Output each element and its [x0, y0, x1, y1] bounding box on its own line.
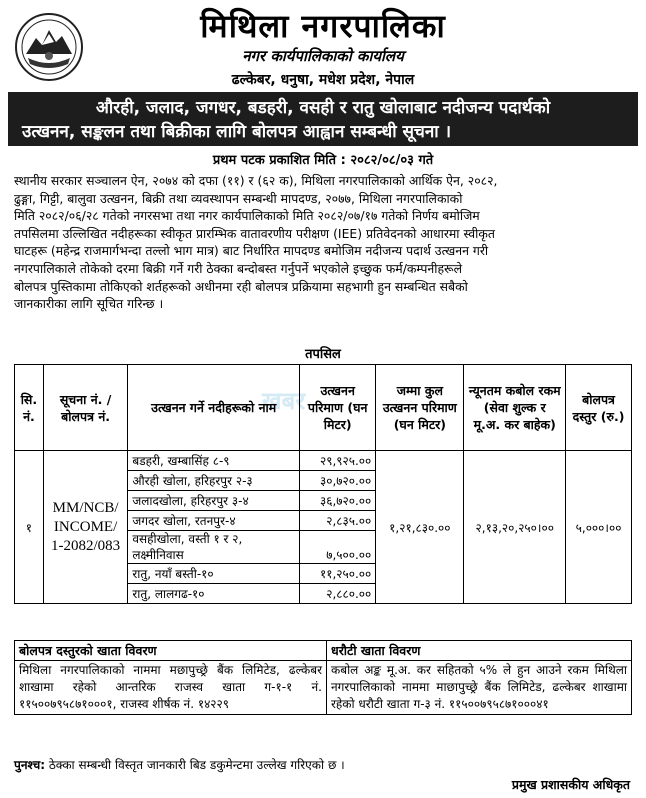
body-line: घाटहरू (महेन्द्र राजमार्गभन्दा तल्लो भाग मात्र) बाट निर्धारित मापदण्ड बमोजिम नदीजन्य पदार्थ उत्खनन गरी [14, 243, 489, 259]
header-river-names: उत्खनन गर्ने नदीहरूको नाम [128, 365, 300, 451]
cell-quantity: ११,२५०.०० [300, 564, 376, 584]
cell-river: जलादखोला, हरिहरपुर ३-४ [128, 491, 300, 511]
body-line: मिति २०८२/०६/२८ गतेको नगरसभा तथा नगर कार्यपालिकाको मिति २०८२/०७/१७ गतेको निर्णय बमोजिम [14, 208, 480, 224]
cell-river: रातु, लालगढ-१० [128, 584, 300, 604]
cell-min-bid: २,१३,२०,२५०।०० [464, 451, 566, 604]
cell-total-quantity: १,२१,८३०.०० [376, 451, 464, 604]
watermark-logo: खबर [262, 387, 306, 415]
body-line: जानकारीका लागि सूचित गरिन्छ । [14, 296, 164, 312]
cell-river: बडहरी, खम्बासिंह ८-९ [128, 451, 300, 471]
footnote-label: पुनश्च: [14, 758, 45, 772]
cell-sn: १ [15, 451, 44, 604]
cell-quantity: ३०,७२०.०० [300, 471, 376, 491]
cell-river: जगदर खोला, रतनपुर-४ [128, 511, 300, 531]
notice-banner [8, 92, 638, 146]
bid-table [14, 364, 632, 604]
cell-quantity: ३६,७२०.०० [300, 491, 376, 511]
cell-notice-no: MM/NCB/ INCOME/ 1-2082/083 [43, 451, 128, 604]
table-row [15, 451, 632, 471]
banner-line-1: औरही, जलाद, जगधर, बडहरी, वसही र रातु खोलाबाट नदीजन्य पदार्थको [95, 98, 551, 118]
cell-quantity: २,८८०.०० [300, 584, 376, 604]
header-min-bid: न्यूनतम कबोल रकम (सेवा शुल्क र मू.अ. कर बाहेक) [464, 365, 566, 451]
body-line: ढुङ्गा, गिट्टी, बालुवा उत्खनन, बिक्री तथा व्यवस्थापन सम्बन्धी मापदण्ड, २०७७, मिथिला नगरपालिकाको [14, 190, 463, 206]
published-date: प्रथम पटक प्रकाशित मिति : २०८२/०८/०३ गते [212, 153, 434, 168]
header-quantity: उत्खनन परिमाण (घन मिटर) [300, 365, 376, 451]
cell-quantity: २,८३५.०० [300, 511, 376, 531]
header-notice-no: सूचना नं. / बोलपत्र नं. [43, 365, 128, 451]
municipality-title: मिथिला नगरपालिका [200, 7, 446, 45]
footnote-text: ठेक्का सम्बन्धी विस्तृत जानकारी बिड डकुमेन्टमा उल्लेख गरिएको छ । [45, 758, 345, 772]
header-sn: सि. नं. [15, 365, 44, 451]
deposit-account-heading: धरौटी खाता विवरण [327, 641, 632, 661]
cell-quantity: २९,९२५.०० [300, 451, 376, 471]
office-address: ढल्केबर, धनुषा, मधेश प्रदेश, नेपाल [231, 72, 415, 88]
notice-body [14, 172, 632, 313]
footnote [14, 756, 345, 773]
body-line: बोलपत्र पुस्तिकामा तोकिएको शर्तहरूको अधीनमा रही बोलपत्र प्रक्रियामा सहभागी हुन सम्बन्धित सबैको [14, 278, 468, 294]
header-fee: बोलपत्र दस्तुर (रु.) [566, 365, 632, 451]
cell-river: औरही खोला, हरिहरपुर २-३ [128, 471, 300, 491]
account-details [14, 640, 632, 715]
header [0, 0, 646, 92]
fee-account-text: मिथिला नगरपालिकाको नाममा मछापुच्छ्रे बैंक लिमिटेड, ढल्केबर शाखामा रहेको आन्तरिक राजस्व खाता ग-१-१ नं. ११५००७९५८७१०००१, राजस्व शीर्षक नं. १४२२९ [15, 661, 327, 715]
fee-account-heading: बोलपत्र दस्तुरको खाता विवरण [15, 641, 327, 661]
schedule-label: तपसिल [305, 347, 341, 362]
cell-fee: ५,०००।०० [566, 451, 632, 604]
body-line: नगरपालिकाले तोकेको दरमा बिक्री गर्ने गरी ठेक्का बन्दोबस्त गर्नुपर्ने भएकोले इच्छुक फर्म/कम्पनीहरूले [14, 260, 463, 276]
cell-quantity: ७,५००.०० [300, 531, 376, 564]
header-total-quantity: जम्मा कुल उत्खनन परिमाण (घन मिटर) [376, 365, 464, 451]
body-line: स्थानीय सरकार सञ्चालन ऐन, २०७४ को दफा (११) र (६२ क), मिथिला नगरपालिकाको आर्थिक ऐन, २०८२, [14, 173, 498, 188]
cell-river: वसहीखोला, वस्ती १ र २, लक्ष्मीनिवास [128, 531, 300, 564]
cell-river: रातु, नयाँ बस्ती-१० [128, 564, 300, 584]
banner-line-2: उत्खनन, सङ्कलन तथा बिक्रीका लागि बोलपत्र आह्वान सम्बन्धी सूचना । [22, 122, 452, 142]
signatory: प्रमुख प्रशासकीय अधिकृत [511, 777, 630, 792]
body-line: तपसिलमा उल्लिखित नदीहरूका स्वीकृत प्रारम्भिक वातावरणीय परीक्षण (IEE) प्रतिवेदनको आधारमा स्वीकृत [14, 225, 495, 241]
office-name: नगर कार्यपालिकाको कार्यालय [242, 47, 404, 65]
deposit-account-text: कबोल अङ्क मू.अ. कर सहितको ५% ले हुन आउने रकम मिथिला नगरपालिकाको नाममा माछापुच्छ्रे बैंक लिमिटेड, ढल्केबर शाखामा रहेको धरौटी खाता ग-३ नं. ११५००७९५८७१०००४१ [327, 661, 632, 715]
